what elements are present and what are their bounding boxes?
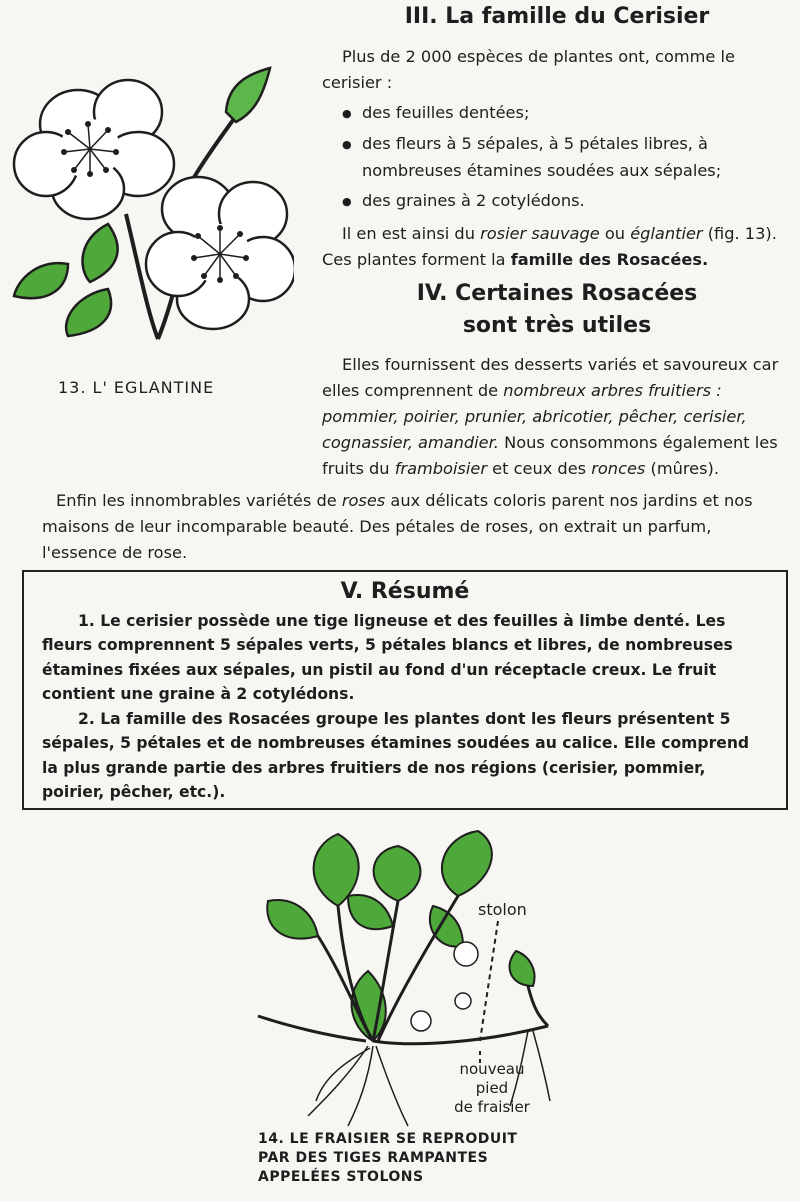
leaf [442, 831, 492, 896]
resume-point-2: 2. La famille des Rosacées groupe les plantes dont les fleurs présentent 5 sépales, 5 pétales et de nombreuses étamines soudées au calice. Elle comprend la plus grande partie des arbres fruitiers de nos régions (cerisier, pommier, poirier, pêcher, etc.). [42, 709, 750, 801]
figure-14-caption: 14. LE FRAISIER SE REPRODUIT PAR DES TIGES RAMPANTES APPELÉES STOLONS [258, 1131, 518, 1185]
section-4-title: IV. Certaines Rosacées sont très utiles [416, 281, 698, 338]
leaf [14, 263, 68, 298]
leaf [66, 289, 111, 336]
bullet-item: ● des graines à 2 cotylédons. [342, 188, 792, 215]
section-4-paragraph-2: Enfin les innombrables variétés de roses aux délicats coloris parent nos jardins et nos maisons de leur incomparable beauté. Des pétales de roses, on extrait un parfum, l'essence de rose. [42, 491, 753, 562]
leaf [510, 951, 535, 986]
section-3-bullets [322, 100, 792, 215]
section-3-conclusion: Il en est ainsi du rosier sauvage ou églantier (fig. 13). Ces plantes forment la famille des Rosacées. [322, 224, 777, 269]
leaf [374, 846, 421, 901]
leaf [348, 895, 393, 929]
leaf [430, 906, 463, 947]
figure-13-caption: 13. L' EGLANTINE [58, 378, 215, 397]
label-stolon: stolon [478, 900, 527, 919]
section-3-title: III. La famille du Cerisier [404, 4, 710, 29]
bullet-item: ● des fleurs à 5 sépales, à 5 pétales libres, à nombreuses étamines soudées aux sépales; [342, 131, 792, 184]
eglantine-illustration [8, 64, 294, 346]
flower-1 [14, 80, 174, 219]
resume-box [22, 570, 788, 810]
section-4-paragraph-1: Elles fournissent des desserts variés et savoureux car elles comprennent de nombreux arbres fruitiers : pommier, poirier, prunier, abricotier, pêcher, cerisier, cognassier, amandier. Nous consommons également les fruits du framboisier et ceux des ronces (mûres). [322, 355, 779, 478]
section-3-intro: Plus de 2 000 espèces de plantes ont, comme le cerisier : [322, 47, 735, 92]
resume-title: V. Résumé [340, 579, 470, 604]
resume-point-1: 1. Le cerisier possède une tige ligneuse et des feuilles à limbe denté. Les fleurs comprennent 5 sépales verts, 5 pétales blancs et libres, de nombreuses étamines fixées aux sépales, un pistil au fond d'un réceptacle creux. Le fruit contient une graine à 2 cotylédons. [42, 611, 733, 703]
label-nouveau-pied: nouveau pied de fraisier [454, 1060, 530, 1116]
bullet-item: ● des feuilles dentées; [342, 100, 792, 127]
leaf [267, 900, 318, 939]
section-4 [322, 278, 792, 482]
section-3 [322, 4, 792, 273]
leaf [83, 224, 118, 282]
